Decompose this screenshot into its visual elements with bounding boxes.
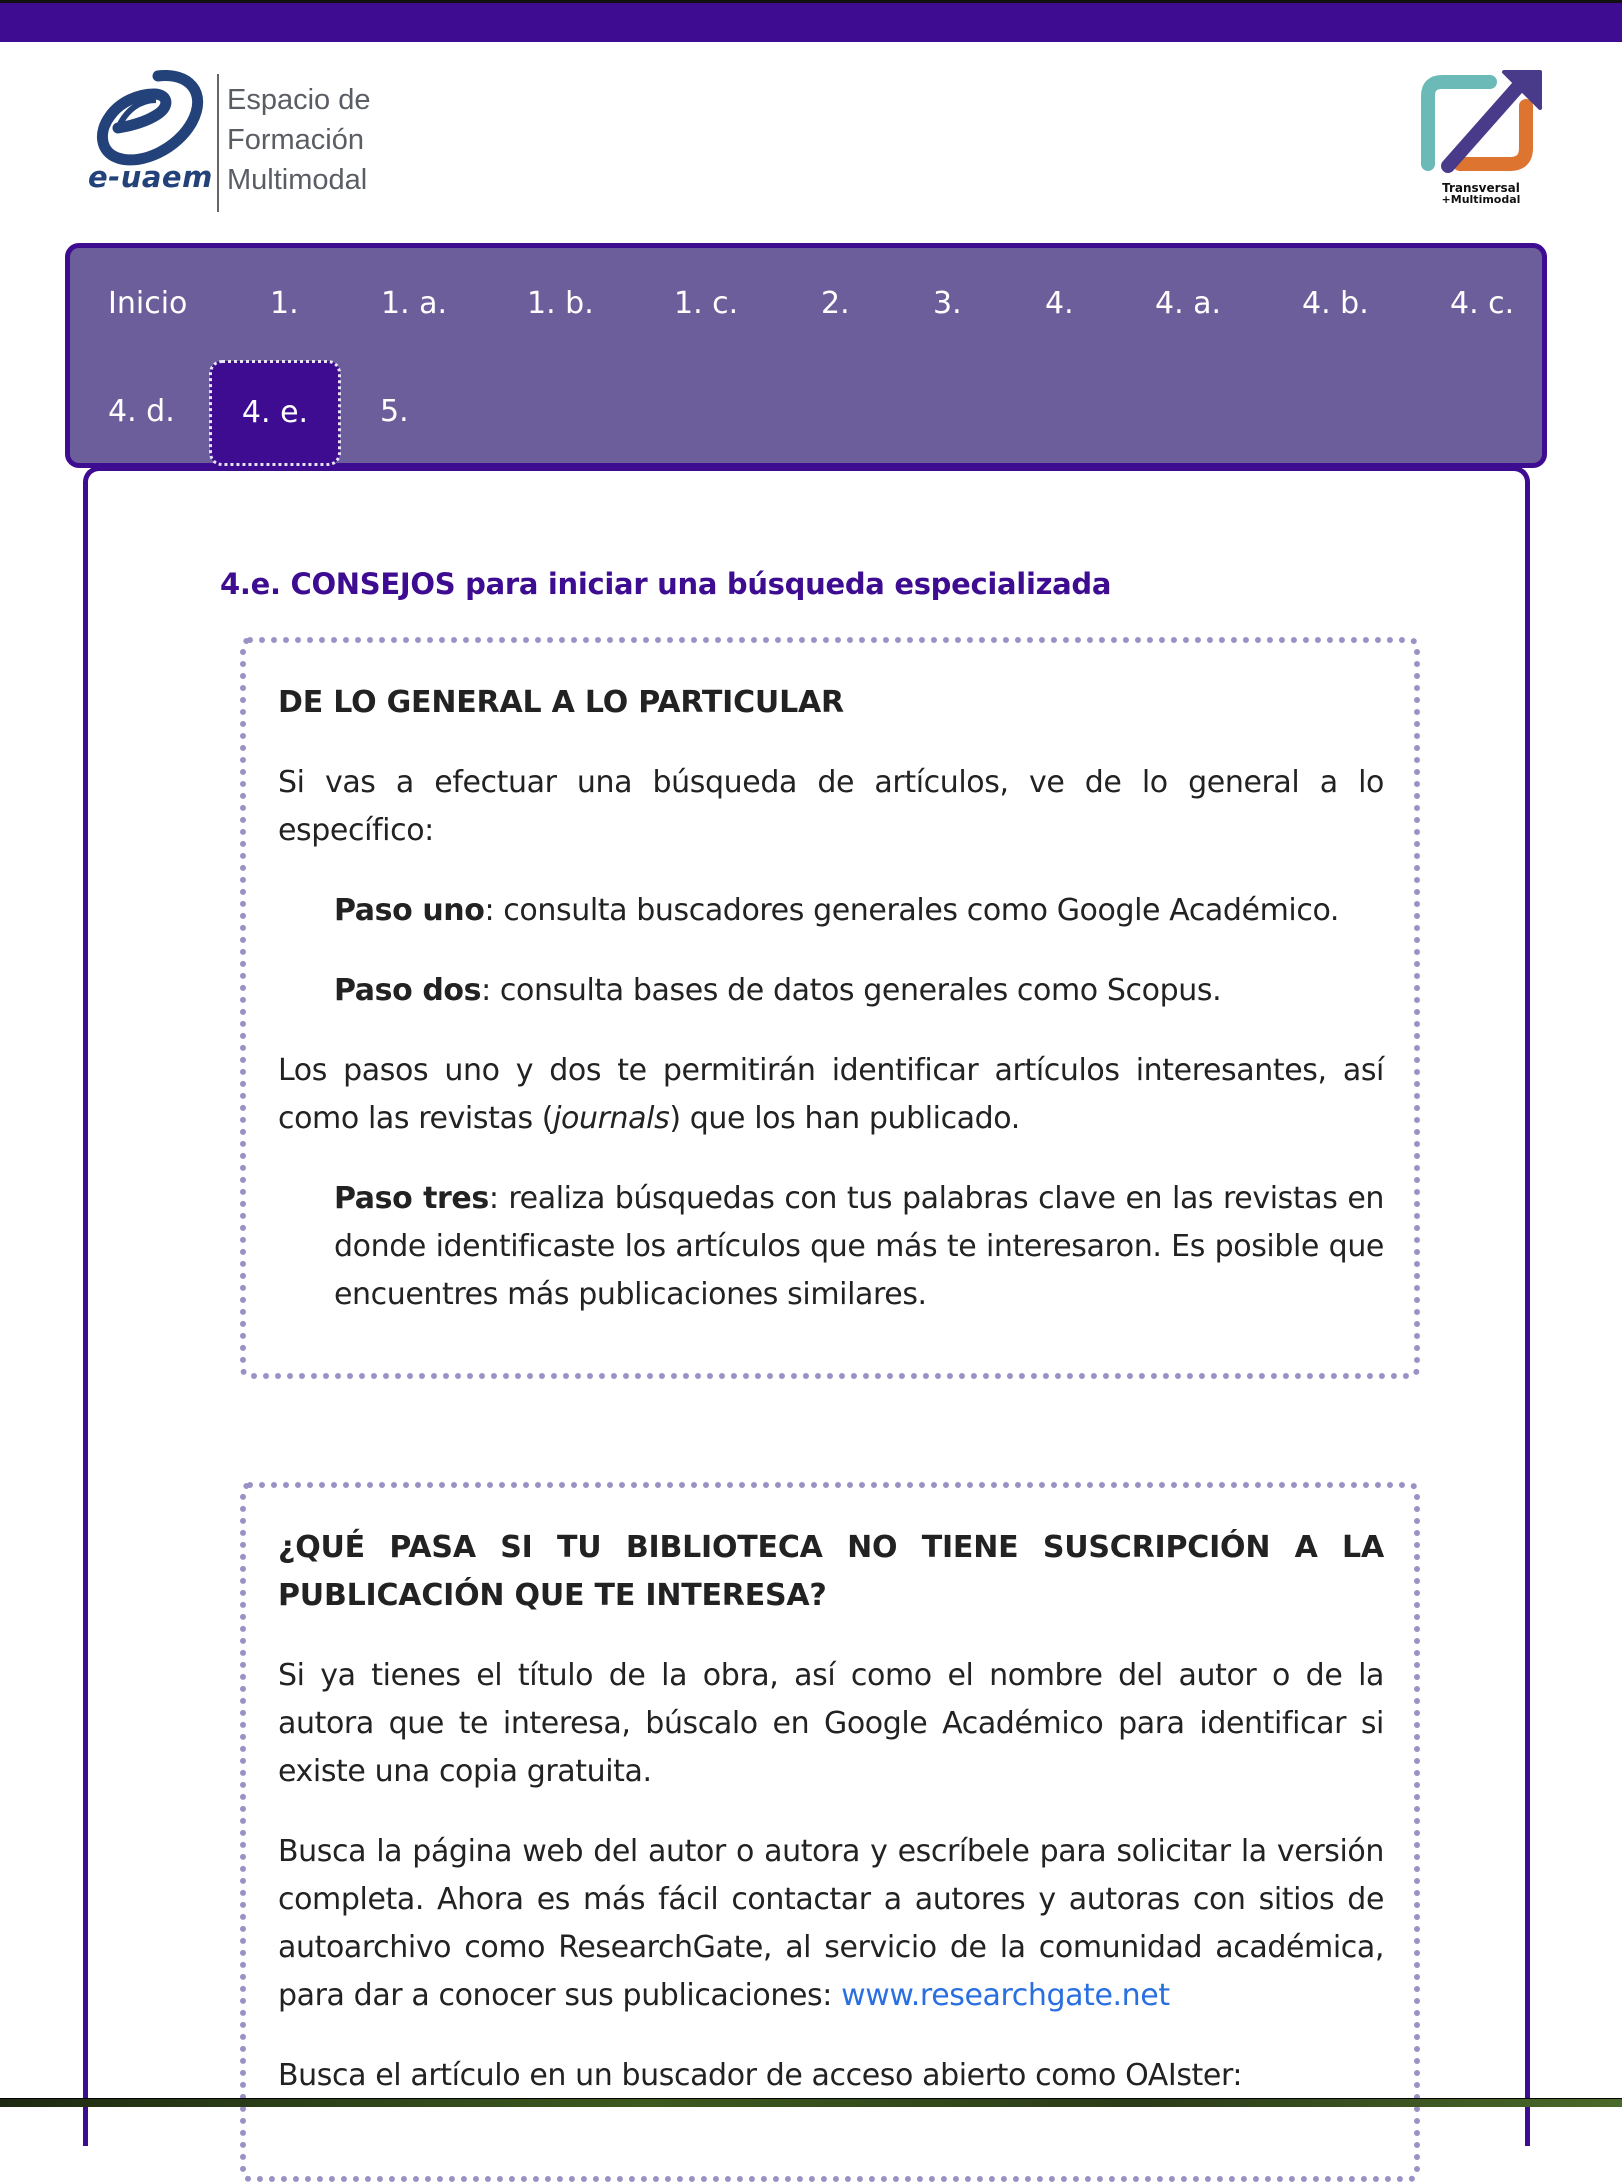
step-three-text: : realiza búsquedas con tus palabras clave en las revistas en donde identificaste los artículos que más te interesaron. Es posible que encuentres más publicaciones similares. (334, 1181, 1385, 1312)
step-one (278, 887, 1384, 935)
nav-item-3[interactable]: 3. (933, 286, 962, 321)
tagline-line-2: Formación (227, 124, 364, 156)
nav-item-5[interactable]: 5. (380, 394, 409, 429)
middle-text-after: ) que los han publicado. (669, 1101, 1020, 1136)
tip-box-no-subscription (240, 1482, 1420, 2182)
nav-item-4d[interactable]: 4. d. (108, 394, 175, 429)
nav-item-1c[interactable]: 1. c. (674, 286, 739, 321)
transversal-arrow-icon (1420, 68, 1550, 178)
tip-box-heading: ¿QUÉ PASA SI TU BIBLIOTECA NO TIENE SUSCRIPCIÓN A LA PUBLICACIÓN QUE TE INTERESA? (278, 1530, 1384, 1613)
top-bar (0, 0, 1622, 42)
section-nav (65, 243, 1547, 468)
nav-item-2[interactable]: 2. (821, 286, 850, 321)
nav-item-1[interactable]: 1. (270, 286, 299, 321)
tip-box-general-to-particular (240, 637, 1420, 1379)
tagline-line-3: Multimodal (227, 164, 368, 196)
logo-label-transversal: Transversal (1442, 181, 1520, 195)
nav-item-4a[interactable]: 4. a. (1155, 286, 1222, 321)
step-one-text: : consulta buscadores generales como Google Académico. (484, 893, 1340, 928)
step-two-text: : consulta bases de datos generales como Scopus. (481, 973, 1222, 1008)
logo-divider (217, 74, 219, 212)
tagline-line-1: Espacio de (227, 84, 371, 116)
paragraph-open-access: Busca el artículo en un buscador de acceso abierto como OAIster: (278, 2058, 1243, 2093)
intro-paragraph: Si vas a efectuar una búsqueda de artículos, ve de lo general a lo específico: (278, 765, 1384, 848)
step-three-label: Paso tres (334, 1181, 489, 1216)
middle-text-before: Los pasos uno y dos te permitirán identificar artículos interesantes, así como las revistas ( (278, 1053, 1384, 1136)
transversal-multimodal-logo[interactable] (1420, 68, 1550, 218)
step-two (278, 967, 1384, 1015)
step-two-label: Paso dos (334, 973, 482, 1008)
contact-author-text: Busca la página web del autor o autora y escríbele para solicitar la versión completa. Ahora es más fácil contactar a autores y autoras con sitios de autoarchivo como ResearchGate, al servicio de la comunidad académica, para dar a conocer sus publicaciones: (278, 1834, 1384, 2013)
nav-item-1a[interactable]: 1. a. (381, 286, 448, 321)
e-uaem-mark-icon (96, 70, 206, 170)
e-uaem-wordmark: e-uaem (88, 160, 213, 194)
nav-item-4b[interactable]: 4. b. (1302, 286, 1369, 321)
paragraph-google-scholar: Si ya tienes el título de la obra, así como el nombre del autor o de la autora que te interesa, búscalo en Google Académico para identificar si existe una copia gratuita. (278, 1658, 1384, 1789)
journals-italic: journals (553, 1101, 670, 1136)
step-one-label: Paso uno (334, 893, 485, 928)
logo-label-multimodal: +Multimodal (1441, 193, 1521, 206)
logo-tagline (227, 80, 371, 200)
middle-paragraph (278, 1047, 1384, 1143)
nav-item-4c[interactable]: 4. c. (1450, 286, 1515, 321)
paragraph-contact-author (278, 1828, 1384, 2020)
e-uaem-logo[interactable] (84, 68, 384, 218)
nav-item-inicio[interactable]: Inicio (108, 286, 188, 321)
page-title: 4.e. CONSEJOS para iniciar una búsqueda especializada (220, 567, 1112, 602)
nav-item-1b[interactable]: 1. b. (527, 286, 594, 321)
researchgate-link[interactable]: www.researchgate.net (841, 1978, 1170, 2013)
nav-item-4[interactable]: 4. (1045, 286, 1074, 321)
tip-box-heading: DE LO GENERAL A LO PARTICULAR (278, 685, 844, 720)
nav-item-4e-active[interactable]: 4. e. (210, 361, 340, 465)
step-three (278, 1175, 1384, 1319)
